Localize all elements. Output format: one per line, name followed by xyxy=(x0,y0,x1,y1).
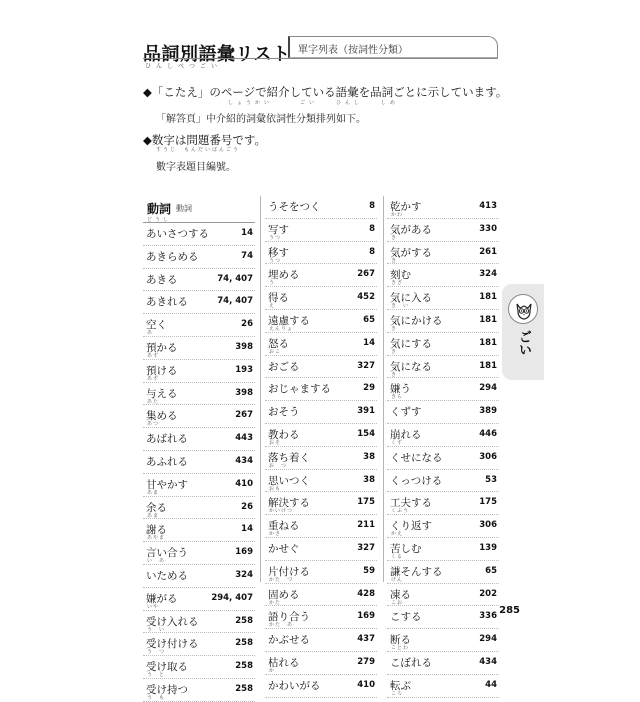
vocab-ruby: う xyxy=(269,280,276,287)
vocab-entry xyxy=(387,219,499,242)
vocab-word: 余る xyxy=(146,501,167,514)
vocab-word: 写す xyxy=(268,223,289,236)
vocab-word: 重ねる xyxy=(268,520,300,533)
vocab-ruby: い あ xyxy=(147,558,166,565)
vocab-entry xyxy=(143,451,255,474)
vocab-word: 解決する xyxy=(268,497,310,510)
vocab-entry xyxy=(143,246,255,269)
vocab-ruby: えんりょ xyxy=(269,325,294,332)
question-number: 154 xyxy=(357,428,375,439)
vocab-ruby: え xyxy=(269,303,276,310)
vocab-entry xyxy=(265,401,377,424)
vocab-ruby: おこ xyxy=(269,348,282,355)
vocab-ruby: こお xyxy=(391,599,404,606)
vocab-word: あいさつする xyxy=(146,228,209,240)
question-number: 74, 407 xyxy=(217,273,253,284)
vocab-entry xyxy=(265,264,377,287)
vocab-entry xyxy=(265,629,377,652)
vocab-word: こする xyxy=(390,611,422,624)
vocab-word: 凍る xyxy=(390,588,411,601)
vocab-ruby: き xyxy=(391,371,398,378)
vocab-word: 集める xyxy=(146,410,178,423)
vocab-word: くり返す xyxy=(390,520,432,533)
vocab-ruby: ことわ xyxy=(391,645,410,652)
vocab-ruby: うつ xyxy=(269,234,282,241)
vocab-word: 移す xyxy=(268,246,289,259)
pos-heading-ruby: どうし xyxy=(147,217,172,223)
vocab-word: 預かる xyxy=(146,341,178,354)
section-tab xyxy=(502,284,544,380)
vocab-word: 断る xyxy=(390,634,411,647)
vocab-word: 預ける xyxy=(146,364,178,377)
question-number: 327 xyxy=(357,542,375,553)
vocab-word: くっつける xyxy=(390,474,443,487)
vocab-ruby: くる xyxy=(391,553,404,560)
vocab-ruby: かた あ xyxy=(269,622,294,629)
question-number: 181 xyxy=(479,337,497,348)
question-number: 26 xyxy=(241,319,253,330)
vocab-entry xyxy=(387,401,499,424)
vocab-entry xyxy=(387,310,499,333)
vocab-entry xyxy=(387,561,499,584)
vocab-word: 刻む xyxy=(390,269,411,282)
vocab-ruby: くず xyxy=(391,439,404,446)
vocab-word: 気がする xyxy=(390,246,432,259)
vocab-entry xyxy=(387,424,499,447)
question-number: 446 xyxy=(479,428,497,439)
vocab-entry xyxy=(265,424,377,447)
intro-ruby: しょうかい ごい ひんし しめ xyxy=(228,100,400,106)
vocab-ruby: うつ xyxy=(269,257,282,264)
question-number: 294 xyxy=(479,383,497,394)
vocab-word: いためる xyxy=(146,569,188,582)
vocab-word: 受け入れる xyxy=(146,615,199,628)
vocab-entry xyxy=(265,447,377,470)
page-header xyxy=(143,36,498,70)
vocab-word: 与える xyxy=(146,387,178,400)
vocab-entry xyxy=(387,538,499,561)
question-number: 44 xyxy=(485,679,497,690)
vocab-entry xyxy=(265,219,377,242)
vocab-entry xyxy=(265,584,377,607)
vocab-word: おじゃまする xyxy=(268,383,331,396)
vocab-word: 語り合う xyxy=(268,611,310,624)
page-number: 285 xyxy=(499,605,520,616)
question-number: 38 xyxy=(363,474,375,485)
vocab-ruby: あま xyxy=(147,489,160,496)
intro-text: 数字は問題番号です。 xyxy=(151,133,266,147)
vocab-ruby: かた xyxy=(269,599,282,606)
intro-ruby: すうじ もんだいばんごう xyxy=(156,147,241,153)
vocab-ruby: あた xyxy=(147,398,160,405)
question-number: 181 xyxy=(479,292,497,303)
vocab-entry xyxy=(265,242,377,265)
vocab-ruby: う と xyxy=(147,672,166,679)
question-number: 14 xyxy=(363,337,375,348)
question-number: 74, 407 xyxy=(217,296,253,307)
vocab-entry xyxy=(143,588,255,611)
question-number: 169 xyxy=(357,611,375,622)
question-number: 8 xyxy=(369,223,375,234)
question-number: 410 xyxy=(235,478,253,489)
vocab-word: 崩れる xyxy=(390,428,422,441)
vocab-word: 怒る xyxy=(268,337,289,350)
question-number: 181 xyxy=(479,360,497,371)
question-number: 139 xyxy=(479,542,497,553)
vocab-word: 謙そんする xyxy=(390,565,443,578)
vocab-ruby: かいけつ xyxy=(269,508,294,515)
vocab-ruby: あやま xyxy=(147,535,166,542)
vocab-ruby: き xyxy=(391,348,398,355)
vocab-word: うそをつく xyxy=(268,201,321,213)
vocab-entry xyxy=(143,428,255,451)
question-number: 258 xyxy=(235,638,253,649)
vocab-ruby: き xyxy=(391,325,398,332)
vocab-entry xyxy=(387,675,499,698)
vocab-ruby: かさ xyxy=(269,531,282,538)
vocab-word: 苦しむ xyxy=(390,542,422,555)
vocab-entry xyxy=(143,269,255,292)
vocab-word: あばれる xyxy=(146,433,188,446)
vocab-entry xyxy=(143,679,255,702)
question-number: 181 xyxy=(479,314,497,325)
vocab-entry xyxy=(265,287,377,310)
vocab-entry xyxy=(265,515,377,538)
vocab-entry xyxy=(387,264,499,287)
question-number: 306 xyxy=(479,520,497,531)
vocab-entry xyxy=(387,242,499,265)
vocab-entry xyxy=(387,584,499,607)
bullet-icon: ◆ xyxy=(143,85,152,99)
vocab-entry xyxy=(387,629,499,652)
vocab-ruby: か xyxy=(269,667,276,674)
vocab-word: かぶせる xyxy=(268,634,310,647)
question-number: 294 xyxy=(479,634,497,645)
intro-translation: 數字表題目編號。 xyxy=(156,162,236,173)
question-number: 169 xyxy=(235,547,253,558)
vocab-ruby: あつ xyxy=(147,421,160,428)
vocab-word: 謝る xyxy=(146,524,167,537)
vocab-word: かせぐ xyxy=(268,542,300,555)
question-number: 434 xyxy=(479,656,497,667)
vocab-word: 気になる xyxy=(390,360,432,373)
question-number: 175 xyxy=(357,497,375,508)
question-number: 53 xyxy=(485,474,497,485)
vocab-entry xyxy=(143,474,255,497)
vocab-ruby: くふう xyxy=(391,508,410,515)
question-number: 330 xyxy=(479,223,497,234)
question-number: 14 xyxy=(241,228,253,238)
question-number: 324 xyxy=(479,269,497,280)
column-divider xyxy=(383,196,384,582)
vocab-word: 埋める xyxy=(268,269,300,282)
question-number: 410 xyxy=(357,679,375,690)
vocab-entry xyxy=(387,287,499,310)
vocab-ruby: かた づ xyxy=(269,576,294,583)
vocab-ruby: う い xyxy=(147,626,166,633)
vocab-word: 嫌う xyxy=(390,383,411,396)
vocab-ruby: あま xyxy=(147,512,160,519)
vocab-entry xyxy=(143,337,255,360)
vocab-entry xyxy=(143,223,255,246)
vocab-word: くずす xyxy=(390,406,422,419)
question-number: 74 xyxy=(241,250,253,261)
vocab-ruby: おそ xyxy=(269,439,282,446)
vocab-ruby: あず xyxy=(147,375,160,382)
vocab-entry xyxy=(143,383,255,406)
question-number: 398 xyxy=(235,341,253,352)
pos-heading-title: 動詞 xyxy=(147,202,172,216)
pos-heading-zh: 動詞 xyxy=(176,204,192,213)
vocab-word: 受け持つ xyxy=(146,683,188,696)
vocab-entry xyxy=(265,652,377,675)
vocab-word: 嫌がる xyxy=(146,592,178,605)
vocab-entry xyxy=(143,656,255,679)
vocab-list xyxy=(265,196,377,698)
question-number: 26 xyxy=(241,501,253,512)
vocab-entry xyxy=(387,447,499,470)
question-number: 327 xyxy=(357,360,375,371)
vocab-entry xyxy=(265,492,377,515)
question-number: 437 xyxy=(357,634,375,645)
vocab-entry xyxy=(387,378,499,401)
vocab-word: 片付ける xyxy=(268,565,310,578)
question-number: 389 xyxy=(479,406,497,417)
question-number: 211 xyxy=(357,520,375,531)
vocab-entry xyxy=(143,360,255,383)
question-number: 175 xyxy=(479,497,497,508)
vocab-entry xyxy=(265,606,377,629)
question-number: 336 xyxy=(479,611,497,622)
question-number: 391 xyxy=(357,406,375,417)
question-number: 434 xyxy=(235,455,253,466)
column-divider xyxy=(260,196,261,582)
vocab-ruby: けん xyxy=(391,576,404,583)
vocab-word: 乾かす xyxy=(390,201,422,213)
vocab-word: 気にする xyxy=(390,337,432,350)
vocab-word: 教わる xyxy=(268,428,300,441)
vocab-entry xyxy=(387,652,499,675)
vocab-ruby: かわ xyxy=(391,212,404,218)
vocab-entry xyxy=(387,196,499,219)
vocab-list xyxy=(143,223,255,702)
vocab-word: くせになる xyxy=(390,451,443,464)
vocab-word: 気がある xyxy=(390,223,432,236)
vocab-ruby: きざ xyxy=(391,280,404,287)
vocab-entry xyxy=(143,291,255,314)
vocab-entry xyxy=(265,356,377,379)
question-number: 8 xyxy=(369,246,375,257)
vocab-word: 固める xyxy=(268,588,300,601)
question-number: 258 xyxy=(235,661,253,672)
vocab-word: 甘やかす xyxy=(146,478,188,491)
question-number: 398 xyxy=(235,387,253,398)
vocab-word: 得る xyxy=(268,292,289,305)
pos-heading xyxy=(143,196,255,223)
vocab-entry xyxy=(265,378,377,401)
vocab-ruby: きら xyxy=(391,394,404,401)
vocab-ruby: き xyxy=(391,234,398,241)
question-number: 14 xyxy=(241,524,253,535)
intro-translation: 「解答頁」中介紹的詞彙依詞性分類排列如下。 xyxy=(156,114,366,125)
question-number: 261 xyxy=(479,246,497,257)
bullet-icon: ◆ xyxy=(143,133,152,147)
vocab-ruby: う つ xyxy=(147,649,166,656)
question-number: 324 xyxy=(235,569,253,580)
vocab-word: かわいがる xyxy=(268,679,321,692)
vocab-word: あきらめる xyxy=(146,250,199,263)
vocab-entry xyxy=(143,497,255,520)
header-divider xyxy=(143,58,498,59)
question-number: 443 xyxy=(235,433,253,444)
vocab-ruby: う も xyxy=(147,694,166,701)
question-number: 29 xyxy=(363,383,375,394)
vocab-entry xyxy=(143,633,255,656)
vocab-entry xyxy=(265,561,377,584)
vocab-ruby: いや xyxy=(147,603,160,610)
vocab-entry xyxy=(143,565,255,588)
question-number: 59 xyxy=(363,565,375,576)
question-number: 65 xyxy=(485,565,497,576)
page-title: 品詞別語彙リスト xyxy=(143,44,291,65)
vocab-entry xyxy=(143,611,255,634)
question-number: 193 xyxy=(235,364,253,375)
vocab-entry xyxy=(387,470,499,493)
vocab-entry xyxy=(265,310,377,333)
question-number: 294, 407 xyxy=(211,592,253,603)
vocab-word: 気にかける xyxy=(390,314,443,327)
vocab-ruby: おも xyxy=(269,485,282,492)
vocab-word: 空く xyxy=(146,319,167,332)
page-title-ruby: ひんしべつごい xyxy=(145,63,223,70)
owl-icon xyxy=(508,294,538,324)
vocab-word: おそう xyxy=(268,406,300,419)
vocab-word: 転ぶ xyxy=(390,679,411,692)
vocab-entry xyxy=(387,333,499,356)
question-number: 202 xyxy=(479,588,497,599)
vocab-word: あきる xyxy=(146,273,178,286)
vocab-word: 気に入る xyxy=(390,292,432,305)
vocab-entry xyxy=(265,675,377,698)
question-number: 279 xyxy=(357,656,375,667)
question-number: 267 xyxy=(357,269,375,280)
question-number: 413 xyxy=(479,201,497,211)
vocab-entry xyxy=(265,333,377,356)
vocab-word: 受け取る xyxy=(146,661,188,674)
question-number: 306 xyxy=(479,451,497,462)
section-tab-label: ごい xyxy=(516,330,531,356)
vocab-ruby: ころ xyxy=(391,690,404,697)
vocab-entry xyxy=(387,515,499,538)
vocab-entry xyxy=(265,196,377,219)
vocab-ruby: あ xyxy=(147,330,154,337)
vocab-ruby: かえ xyxy=(391,531,404,538)
vocab-list xyxy=(387,196,499,698)
vocab-ruby: き い xyxy=(391,303,410,310)
question-number: 258 xyxy=(235,615,253,626)
vocab-entry xyxy=(387,492,499,515)
vocab-word: こぼれる xyxy=(390,656,432,669)
vocab-ruby: き xyxy=(391,257,398,264)
question-number: 38 xyxy=(363,451,375,462)
vocab-word: あふれる xyxy=(146,455,188,468)
vocab-entry xyxy=(265,538,377,561)
question-number: 267 xyxy=(235,410,253,421)
vocab-entry xyxy=(143,405,255,428)
vocab-word: あきれる xyxy=(146,296,188,309)
vocab-word: 言い合う xyxy=(146,547,188,560)
vocab-ruby: お つ xyxy=(269,462,288,469)
vocab-word: 遠慮する xyxy=(268,314,310,327)
vocab-entry xyxy=(143,519,255,542)
vocab-word: 枯れる xyxy=(268,656,300,669)
question-number: 258 xyxy=(235,683,253,694)
question-number: 65 xyxy=(363,314,375,325)
question-number: 452 xyxy=(357,292,375,303)
vocab-word: 落ち着く xyxy=(268,451,310,464)
vocab-entry xyxy=(143,542,255,565)
vocab-entry xyxy=(387,356,499,379)
question-number: 8 xyxy=(369,201,375,211)
vocab-ruby: あず xyxy=(147,352,160,359)
vocab-entry xyxy=(143,314,255,337)
title-subtitle-tag: 單字列表（按詞性分類） xyxy=(288,36,498,58)
vocab-word: 思いつく xyxy=(268,474,310,487)
question-number: 428 xyxy=(357,588,375,599)
vocab-word: 工夫する xyxy=(390,497,432,510)
vocab-entry xyxy=(265,470,377,493)
intro-text: 「こたえ」のページで紹介している語彙を品詞ごとに示しています。 xyxy=(151,85,508,99)
vocab-word: おごる xyxy=(268,360,300,373)
vocab-word: 受け付ける xyxy=(146,638,199,651)
